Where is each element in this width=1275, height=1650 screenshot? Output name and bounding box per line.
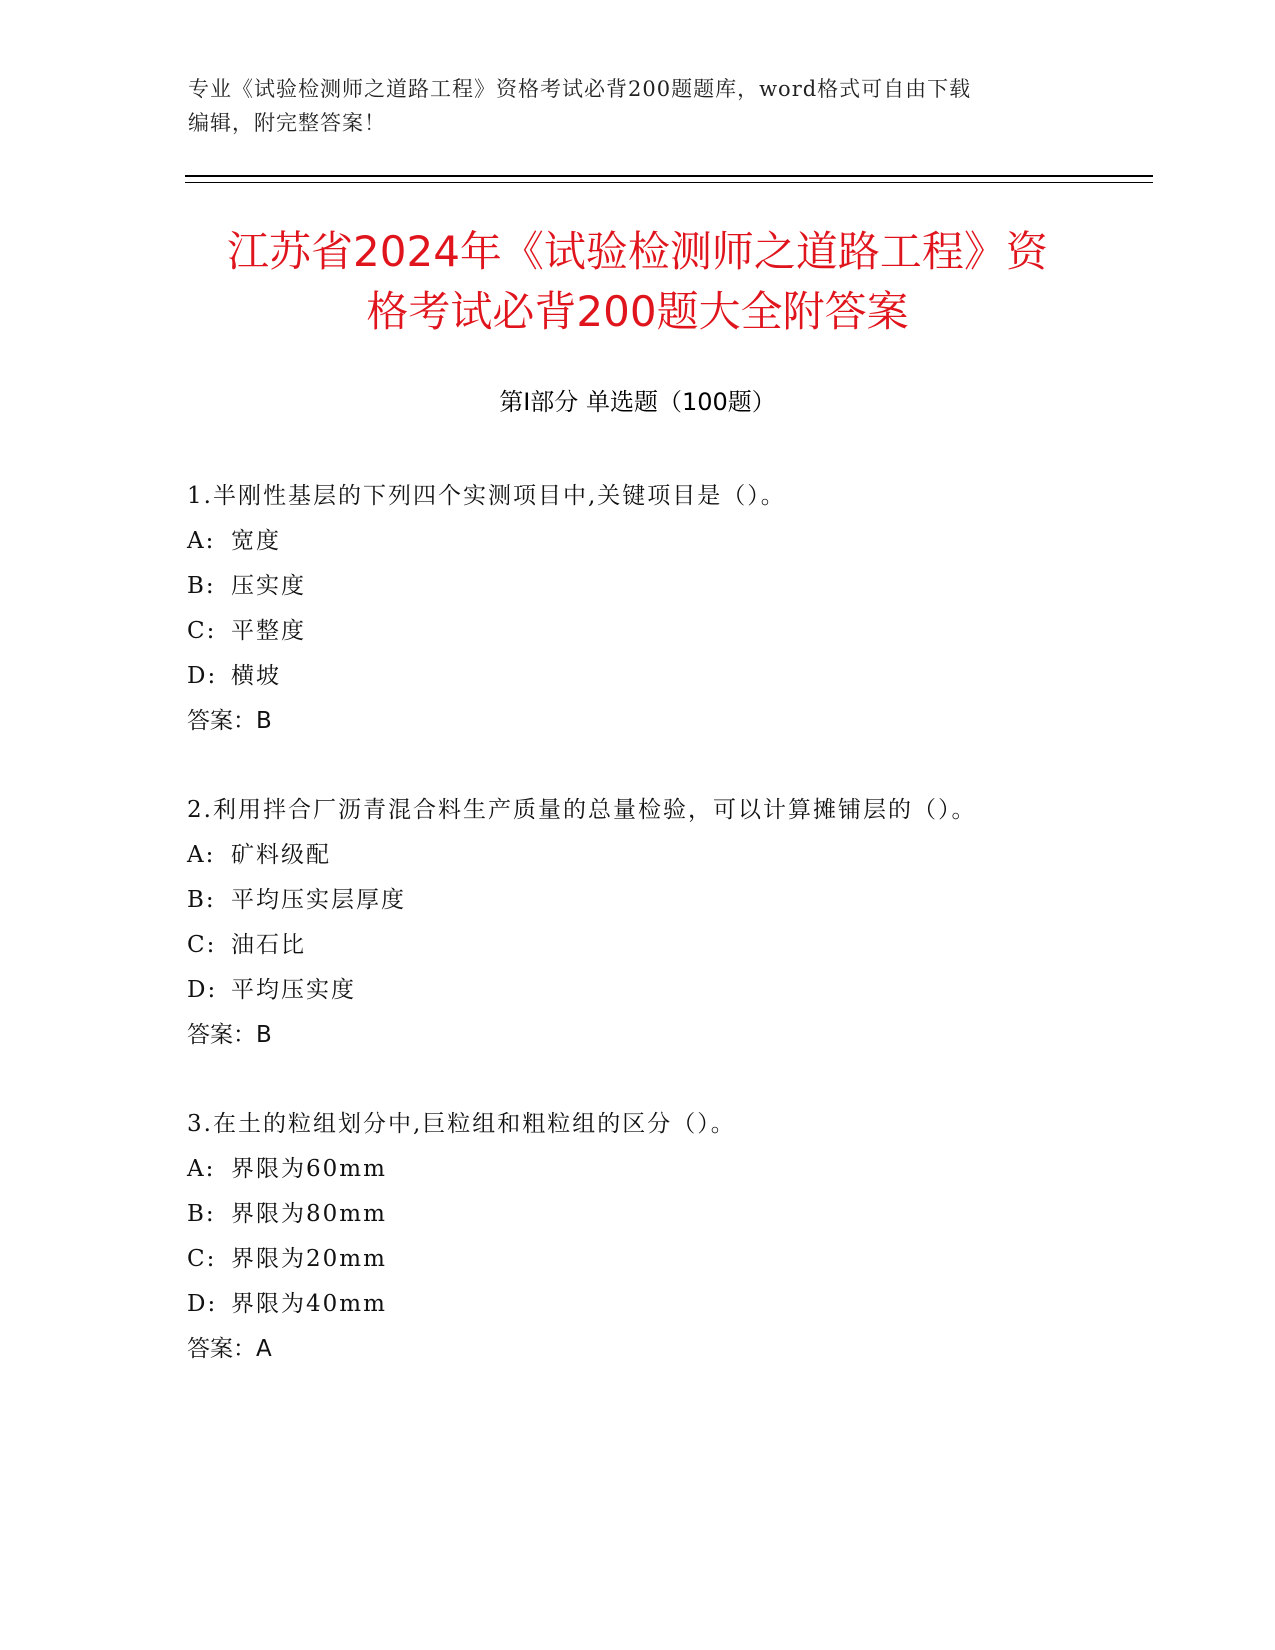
question-stem: 2.利用拌合厂沥青混合料生产质量的总量检验，可以计算摊铺层的（）。 [187, 797, 977, 823]
option-d [187, 1282, 1067, 1327]
option-letter: D: [187, 663, 218, 689]
question-stem: 1.半刚性基层的下列四个实测项目中,关键项目是（）。 [187, 483, 786, 509]
answer-line: 答案：B [187, 1022, 272, 1048]
question-stem: 3.在土的粒组划分中,巨粒组和粗粒组的区分（）。 [187, 1111, 736, 1137]
document-title [150, 222, 1125, 342]
option-c [187, 1237, 1067, 1282]
option-letter: A: [187, 528, 216, 554]
option-letter: A: [187, 1156, 216, 1182]
question-list [187, 474, 1067, 1416]
option-a [187, 833, 1067, 878]
option-letter: C: [187, 932, 217, 958]
option-text: 平整度 [231, 618, 306, 644]
option-a [187, 519, 1067, 564]
header-note [188, 72, 1068, 140]
header-note-line-2: 编辑，附完整答案！ [188, 111, 386, 135]
option-c [187, 609, 1067, 654]
option-letter: C: [187, 618, 217, 644]
option-letter: A: [187, 842, 216, 868]
option-a [187, 1147, 1067, 1192]
option-letter: B: [187, 887, 216, 913]
option-b [187, 1192, 1067, 1237]
option-letter: B: [187, 1201, 216, 1227]
document-title-line-1: 江苏省2024年《试验检测师之道路工程》资 [227, 227, 1048, 276]
option-text: 平均压实度 [231, 977, 356, 1003]
option-letter: B: [187, 573, 216, 599]
option-text: 界限为60mm [231, 1156, 387, 1182]
option-text: 压实度 [231, 573, 306, 599]
question-1 [187, 474, 1067, 744]
option-letter: D: [187, 977, 218, 1003]
option-d [187, 654, 1067, 699]
option-text: 油石比 [231, 932, 306, 958]
header-rule-thick [185, 175, 1153, 177]
option-text: 平均压实层厚度 [231, 887, 406, 913]
option-letter: D: [187, 1291, 218, 1317]
option-b [187, 878, 1067, 923]
option-d [187, 968, 1067, 1013]
option-text: 矿料级配 [231, 842, 331, 868]
header-rule-thin [185, 182, 1153, 183]
answer-line: 答案：A [187, 1336, 272, 1362]
question-2 [187, 788, 1067, 1058]
option-text: 界限为20mm [231, 1246, 387, 1272]
option-text: 界限为80mm [231, 1201, 387, 1227]
option-text: 宽度 [231, 528, 281, 554]
option-b [187, 564, 1067, 609]
header-note-line-1: 专业《试验检测师之道路工程》资格考试必背200题题库，word格式可自由下载 [188, 77, 972, 101]
document-title-line-2: 格考试必背200题大全附答案 [366, 287, 909, 336]
section-heading: 第Ⅰ部分 单选题（100题） [499, 388, 776, 416]
option-letter: C: [187, 1246, 217, 1272]
option-c [187, 923, 1067, 968]
answer-line: 答案：B [187, 708, 272, 734]
question-3 [187, 1102, 1067, 1372]
option-text: 界限为40mm [231, 1291, 387, 1317]
option-text: 横坡 [231, 663, 281, 689]
